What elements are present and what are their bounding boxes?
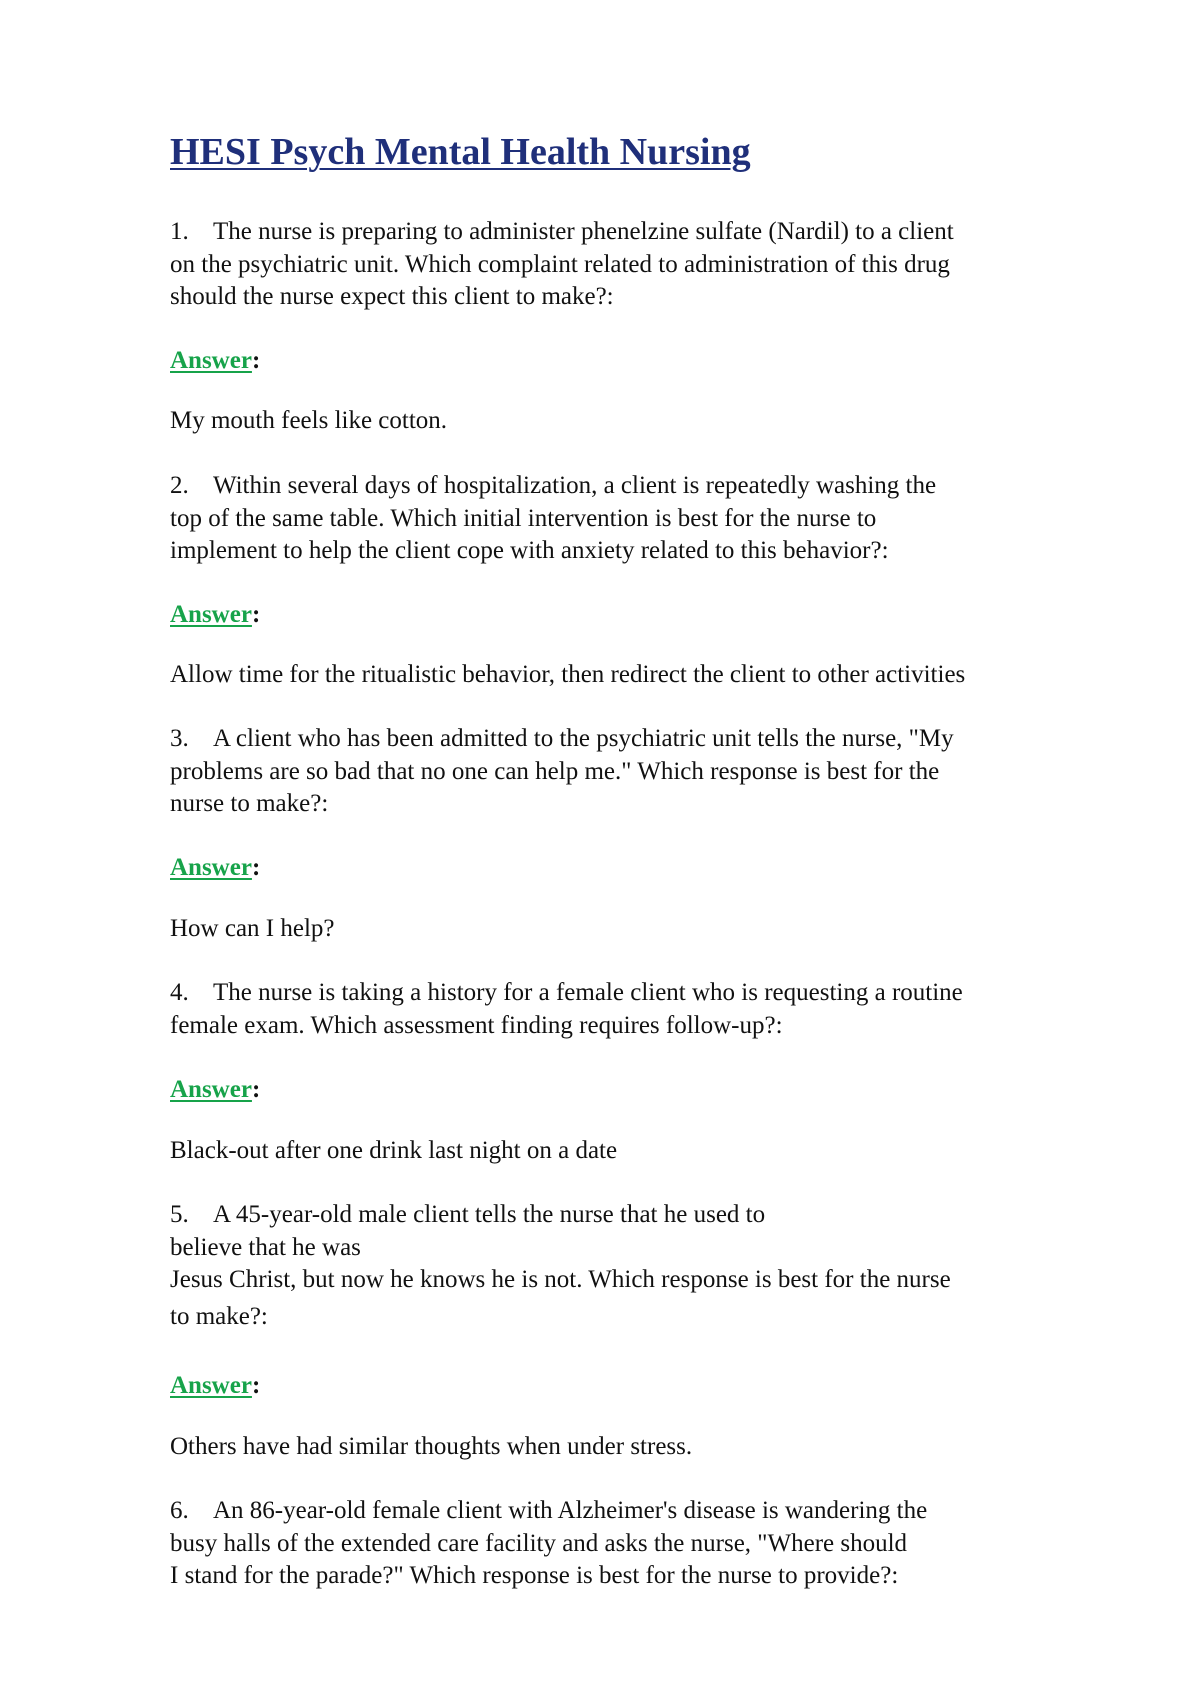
question-line: female exam. Which assessment finding requires follow-up?: [170,1011,783,1039]
question-line: believe that he was [170,1233,361,1261]
answer-text-4: Black-out after one drink last night on a date [170,1137,618,1164]
question-line: 1. The nurse is preparing to administer phenelzine sulfate (Nardil) to a client [170,216,954,249]
answer-label: Answer: [170,1372,261,1399]
question-3 [170,723,954,821]
question-line: busy halls of the extended care facility and asks the nurse, "Where should [170,1529,908,1557]
answer-text-2: Allow time for the ritualistic behavior, then redirect the client to other activities [170,661,966,688]
answer-text-1: My mouth feels like cotton. [170,407,448,434]
question-number: 6. [170,1497,189,1524]
question-line: 3. A client who has been admitted to the psychiatric unit tells the nurse, "My [170,723,954,756]
question-6 [170,1495,927,1593]
question-2 [170,470,936,568]
question-number: 5. [170,1201,189,1228]
question-1 [170,216,954,314]
question-line: nurse to make?: [170,790,329,817]
page-title: HESI Psych Mental Health Nursing [170,131,751,173]
answer-label: Answer: [170,854,261,881]
question-line: on the psychiatric unit. Which complaint related to administration of this drug [170,250,950,278]
question-number: 2. [170,472,189,499]
answer-text-3: How can I help? [170,915,335,942]
question-5 [170,1199,951,1333]
answer-link[interactable]: Answer [170,1372,252,1399]
question-4 [170,977,963,1042]
question-line: 5. A 45-year-old male client tells the nurse that he used to [170,1199,951,1232]
question-number: 3. [170,725,189,752]
answer-link[interactable]: Answer [170,347,252,374]
question-line: I stand for the parade?" Which response is best for the nurse to provide?: [170,1562,899,1589]
answer-link[interactable]: Answer [170,1076,252,1103]
answer-label: Answer: [170,601,261,628]
question-line: Jesus Christ, but now he knows he is not. Which response is best for the nurse [170,1266,951,1293]
question-line: 4. The nurse is taking a history for a female client who is requesting a routine [170,977,963,1010]
answer-link[interactable]: Answer [170,601,252,628]
question-number: 4. [170,979,189,1006]
answer-link[interactable]: Answer [170,854,252,881]
answer-text-5: Others have had similar thoughts when under stress. [170,1433,693,1460]
answer-label: Answer: [170,347,261,374]
question-line: should the nurse expect this client to make?: [170,283,614,310]
question-number: 1. [170,218,189,245]
question-line: problems are so bad that no one can help me." Which response is best for the [170,757,940,785]
answer-label: Answer: [170,1076,261,1103]
question-line: 2. Within several days of hospitalization, a client is repeatedly washing the [170,470,936,503]
question-line: top of the same table. Which initial intervention is best for the nurse to [170,504,877,532]
question-line: to make?: [170,1302,268,1330]
question-line: 6. An 86-year-old female client with Alzheimer's disease is wandering the [170,1495,927,1528]
question-line: implement to help the client cope with anxiety related to this behavior?: [170,537,889,564]
